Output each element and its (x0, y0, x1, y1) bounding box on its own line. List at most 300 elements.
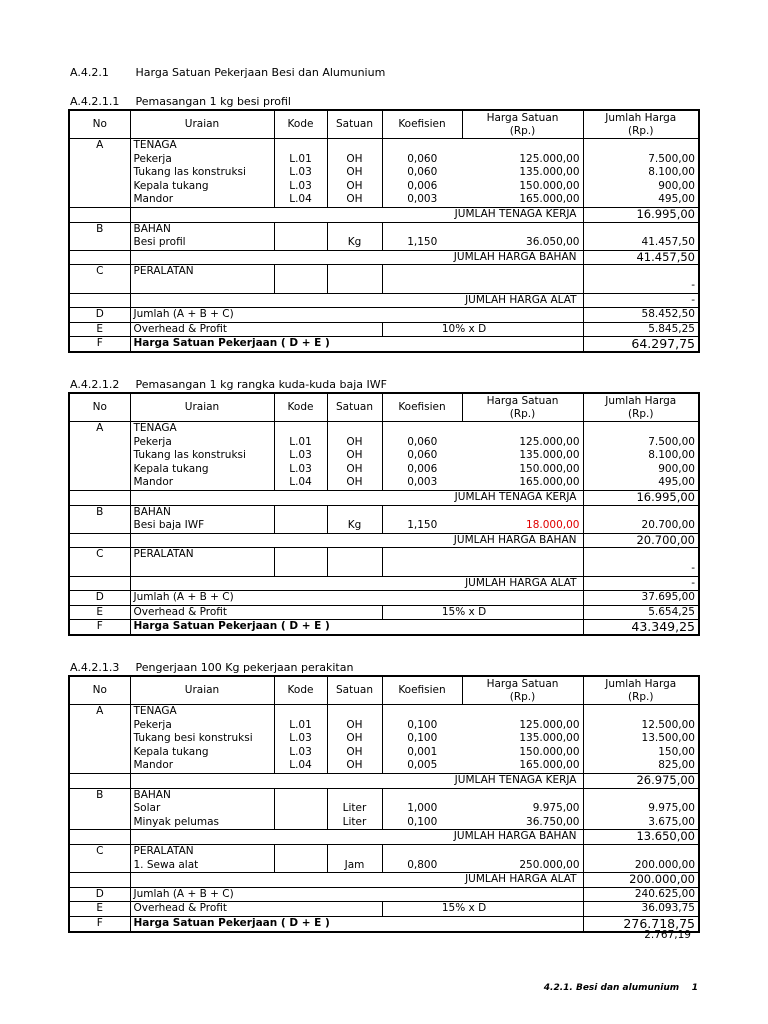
row-code: F (69, 620, 130, 635)
item-harga-satuan: 18.000,00 (462, 519, 583, 533)
group-row-peralatan (69, 548, 699, 562)
item-harga-satuan: 125.000,00 (462, 436, 583, 450)
overhead-label: Overhead & Profit (130, 902, 382, 917)
cell-empty (327, 222, 382, 236)
item-koefisien: 0,100 (407, 815, 438, 828)
subtotal-row-bahan (69, 533, 699, 548)
group-label: TENAGA (130, 705, 274, 719)
jumlah-label: Jumlah (A + B + C) (130, 591, 583, 606)
analysis-table (68, 392, 700, 636)
subtotal-label: JUMLAH HARGA BAHAN (130, 830, 583, 845)
item-harga-satuan: 125.000,00 (462, 719, 583, 733)
group-code: B (69, 788, 130, 802)
heading-title: Harga Satuan Pekerjaan Besi dan Alumunium (135, 66, 386, 79)
table-row (69, 180, 699, 194)
jumlah-label: Jumlah (A + B + C) (130, 308, 583, 323)
item-uraian: Besi profil (130, 236, 274, 250)
subtotal-value: 13.650,00 (583, 830, 699, 845)
header-jumlah-harga-line2: (Rp.) (628, 407, 654, 420)
table-row (69, 732, 699, 746)
group-row-peralatan (69, 844, 699, 858)
cell-empty (69, 732, 130, 746)
row-code: D (69, 887, 130, 902)
cell-empty (69, 166, 130, 180)
item-satuan: Jam (327, 859, 382, 873)
item-jumlah-harga: 150,00 (658, 745, 695, 758)
cell-empty (274, 548, 327, 562)
item-kode (274, 236, 327, 250)
item-kode: L.03 (274, 746, 327, 760)
subtotal-label: JUMLAH HARGA BAHAN (130, 250, 583, 265)
cell-empty (69, 759, 130, 773)
cell-empty (69, 463, 130, 477)
cell-empty (327, 705, 382, 719)
header-harga-satuan-line1: Harga Satuan (486, 394, 559, 407)
cell-empty (462, 422, 583, 436)
cell-empty (462, 139, 583, 153)
analysis-table (68, 675, 700, 933)
item-koefisien: 1,150 (407, 236, 438, 249)
cell-empty (69, 476, 130, 490)
item-uraian: Pekerja (130, 436, 274, 450)
subtotal-row-bahan (69, 830, 699, 845)
cell-empty (274, 265, 327, 279)
item-koefisien: 0,006 (407, 462, 438, 475)
item-koefisien: 1,150 (407, 519, 438, 532)
item-satuan: OH (327, 463, 382, 477)
cell-empty (69, 873, 130, 888)
item-koefisien: 0,060 (407, 435, 438, 448)
item-uraian: Kepala tukang (130, 180, 274, 194)
overhead-label: Overhead & Profit (130, 605, 382, 620)
cell-empty (69, 449, 130, 463)
group-row-tenaga (69, 139, 699, 153)
item-jumlah-harga: 41.457,50 (641, 236, 695, 249)
section-name: Pemasangan 1 kg besi profil (135, 95, 291, 108)
cell-empty (69, 436, 130, 450)
subtotal-value: 26.975,00 (583, 773, 699, 788)
subtotal-value: 16.995,00 (583, 490, 699, 505)
item-koefisien: 1,000 (407, 802, 438, 815)
analysis-table (68, 109, 700, 353)
header-koefisien: Koefisien (382, 393, 462, 422)
subtotal-value: 200.000,00 (583, 873, 699, 888)
overhead-value: 5.654,25 (583, 605, 699, 620)
header-harga-satuan-line1: Harga Satuan (486, 677, 559, 690)
page-number: 1 (691, 983, 698, 993)
cell-empty (462, 505, 583, 519)
item-harga-satuan: 150.000,00 (462, 463, 583, 477)
overhead-label: Overhead & Profit (130, 322, 382, 337)
item-jumlah-harga: 20.700,00 (641, 519, 695, 532)
item-jumlah-harga: 495,00 (658, 193, 695, 206)
item-koefisien: 0,060 (407, 152, 438, 165)
header-jumlah-harga (583, 110, 699, 139)
extra-value: 2.767,19 (644, 929, 691, 941)
item-uraian: Kepala tukang (130, 746, 274, 760)
table-row (69, 436, 699, 450)
group-label: PERALATAN (130, 265, 274, 279)
cell-empty (69, 490, 130, 505)
item-kode (274, 279, 327, 293)
item-harga-satuan: 36.050,00 (462, 236, 583, 250)
cell-empty (462, 788, 583, 802)
cell-empty (583, 844, 699, 858)
overhead-value: 5.845,25 (583, 322, 699, 337)
section-name: Pemasangan 1 kg rangka kuda-kuda baja IWF (135, 378, 387, 391)
subtotal-label: JUMLAH HARGA ALAT (130, 293, 583, 308)
harga-satuan-value: 43.349,25 (583, 620, 699, 635)
subtotal-value: - (583, 293, 699, 308)
item-uraian: Pekerja (130, 719, 274, 733)
item-jumlah-harga: 900,00 (658, 462, 695, 475)
row-code: F (69, 337, 130, 352)
group-row-peralatan (69, 265, 699, 279)
cell-empty (274, 222, 327, 236)
item-satuan: Liter (327, 816, 382, 830)
item-jumlah-harga: 3.675,00 (648, 815, 695, 828)
cell-empty (69, 250, 130, 265)
header-koefisien: Koefisien (382, 676, 462, 705)
header-harga-satuan (462, 110, 583, 139)
cell-empty (327, 139, 382, 153)
item-harga-satuan (462, 562, 583, 576)
item-koefisien (382, 279, 462, 293)
cell-empty (69, 207, 130, 222)
table-header-row (69, 393, 699, 422)
cell-empty (69, 153, 130, 167)
header-uraian: Uraian (130, 110, 274, 139)
item-uraian: Pekerja (130, 153, 274, 167)
item-koefisien: 0,800 (407, 858, 438, 871)
item-jumlah-harga: 8.100,00 (648, 449, 695, 462)
item-satuan: Liter (327, 802, 382, 816)
cell-empty (462, 705, 583, 719)
header-satuan: Satuan (327, 110, 382, 139)
table-row (69, 519, 699, 533)
group-label: BAHAN (130, 222, 274, 236)
subtotal-value: 41.457,50 (583, 250, 699, 265)
table-header-row (69, 110, 699, 139)
subtotal-row-peralatan (69, 293, 699, 308)
item-koefisien: 0,100 (407, 718, 438, 731)
item-koefisien (382, 562, 462, 576)
cell-empty (382, 139, 462, 153)
group-label: BAHAN (130, 788, 274, 802)
item-kode: L.04 (274, 759, 327, 773)
item-jumlah-harga: 12.500,00 (641, 718, 695, 731)
subtotal-value: 20.700,00 (583, 533, 699, 548)
table-row (69, 463, 699, 477)
table-row (69, 476, 699, 490)
cell-empty (274, 844, 327, 858)
item-satuan: OH (327, 759, 382, 773)
cell-empty (327, 505, 382, 519)
item-uraian: Tukang las konstruksi (130, 449, 274, 463)
item-koefisien: 0,060 (407, 166, 438, 179)
header-harga-satuan-line2: (Rp.) (509, 690, 536, 703)
cell-empty (69, 746, 130, 760)
cell-empty (462, 265, 583, 279)
section-title (70, 378, 387, 391)
cell-empty (69, 576, 130, 591)
item-kode: L.04 (274, 193, 327, 207)
row-code: E (69, 902, 130, 917)
heading-number: A.4.2.1 (70, 66, 109, 79)
row-harga-satuan (69, 620, 699, 635)
item-kode: L.01 (274, 719, 327, 733)
cell-empty (382, 788, 462, 802)
item-harga-satuan: 125.000,00 (462, 153, 583, 167)
cell-empty (327, 788, 382, 802)
item-satuan: OH (327, 746, 382, 760)
overhead-formula: 10% x D (382, 322, 583, 337)
item-satuan: OH (327, 153, 382, 167)
item-satuan: OH (327, 180, 382, 194)
section-number: A.4.2.1.3 (70, 661, 120, 674)
item-harga-satuan: 135.000,00 (462, 166, 583, 180)
item-koefisien: 0,060 (407, 449, 438, 462)
item-jumlah-harga: 495,00 (658, 476, 695, 489)
subtotal-label: JUMLAH TENAGA KERJA (130, 773, 583, 788)
section-title (70, 661, 353, 674)
subtotal-row-peralatan (69, 873, 699, 888)
cell-empty (69, 859, 130, 873)
cell-empty (583, 548, 699, 562)
group-label: PERALATAN (130, 548, 274, 562)
item-uraian: Mandor (130, 759, 274, 773)
cell-empty (462, 844, 583, 858)
table-row (69, 859, 699, 873)
subtotal-label: JUMLAH TENAGA KERJA (130, 490, 583, 505)
group-row-bahan (69, 788, 699, 802)
subtotal-value: - (583, 576, 699, 591)
cell-empty (327, 265, 382, 279)
item-uraian (130, 279, 274, 293)
item-harga-satuan: 150.000,00 (462, 746, 583, 760)
row-code: E (69, 322, 130, 337)
table-row (69, 719, 699, 733)
header-no: No (69, 676, 130, 705)
header-kode: Kode (274, 393, 327, 422)
item-harga-satuan: 165.000,00 (462, 476, 583, 490)
group-code: A (69, 139, 130, 153)
header-jumlah-harga-line1: Jumlah Harga (605, 394, 677, 407)
jumlah-value: 37.695,00 (583, 591, 699, 606)
header-no: No (69, 393, 130, 422)
item-kode: L.03 (274, 732, 327, 746)
item-harga-satuan: 135.000,00 (462, 732, 583, 746)
item-kode: L.04 (274, 476, 327, 490)
item-harga-satuan: 165.000,00 (462, 759, 583, 773)
subtotal-value: 16.995,00 (583, 207, 699, 222)
table-row (69, 746, 699, 760)
header-koefisien: Koefisien (382, 110, 462, 139)
cell-empty (382, 222, 462, 236)
cell-empty (382, 505, 462, 519)
cell-empty (327, 844, 382, 858)
cell-empty (69, 830, 130, 845)
item-satuan: OH (327, 166, 382, 180)
cell-empty (583, 788, 699, 802)
group-label: TENAGA (130, 422, 274, 436)
item-harga-satuan (462, 279, 583, 293)
table-row (69, 193, 699, 207)
item-uraian: Tukang las konstruksi (130, 166, 274, 180)
row-code: E (69, 605, 130, 620)
item-uraian: Solar (130, 802, 274, 816)
table-row (69, 236, 699, 250)
subtotal-label: JUMLAH HARGA ALAT (130, 873, 583, 888)
table-row (69, 759, 699, 773)
cell-empty (583, 265, 699, 279)
item-satuan: OH (327, 436, 382, 450)
group-code: A (69, 705, 130, 719)
cell-empty (69, 236, 130, 250)
item-kode (274, 859, 327, 873)
header-jumlah-harga-line2: (Rp.) (628, 124, 654, 137)
header-harga-satuan (462, 676, 583, 705)
item-kode: L.01 (274, 153, 327, 167)
row-overhead (69, 902, 699, 917)
cell-empty (69, 279, 130, 293)
header-harga-satuan (462, 393, 583, 422)
header-jumlah-harga-line1: Jumlah Harga (605, 111, 677, 124)
header-jumlah-harga-line1: Jumlah Harga (605, 677, 677, 690)
harga-satuan-value: 64.297,75 (583, 337, 699, 352)
header-kode: Kode (274, 110, 327, 139)
item-jumlah-harga: 900,00 (658, 179, 695, 192)
group-code: C (69, 265, 130, 279)
item-satuan: OH (327, 732, 382, 746)
group-row-bahan (69, 222, 699, 236)
item-kode (274, 519, 327, 533)
cell-empty (382, 705, 462, 719)
cell-empty (327, 548, 382, 562)
header-harga-satuan-line2: (Rp.) (509, 124, 536, 137)
cell-empty (583, 422, 699, 436)
subtotal-label: JUMLAH HARGA ALAT (130, 576, 583, 591)
item-kode: L.03 (274, 463, 327, 477)
subtotal-row-tenaga (69, 490, 699, 505)
cell-empty (583, 705, 699, 719)
table-row (69, 166, 699, 180)
group-code: C (69, 548, 130, 562)
header-uraian: Uraian (130, 393, 274, 422)
document-heading (70, 66, 385, 79)
group-label: BAHAN (130, 505, 274, 519)
header-uraian: Uraian (130, 676, 274, 705)
cell-empty (69, 719, 130, 733)
jumlah-label: Jumlah (A + B + C) (130, 887, 583, 902)
item-satuan: Kg (327, 519, 382, 533)
cell-empty (274, 705, 327, 719)
item-harga-satuan: 135.000,00 (462, 449, 583, 463)
cell-empty (462, 548, 583, 562)
item-jumlah-harga: 13.500,00 (641, 732, 695, 745)
cell-empty (274, 505, 327, 519)
section-title (70, 95, 291, 108)
item-satuan: OH (327, 193, 382, 207)
jumlah-value: 58.452,50 (583, 308, 699, 323)
overhead-formula: 15% x D (382, 605, 583, 620)
item-uraian: Besi baja IWF (130, 519, 274, 533)
cell-empty (69, 180, 130, 194)
group-label: PERALATAN (130, 844, 274, 858)
item-satuan (327, 562, 382, 576)
item-kode: L.03 (274, 449, 327, 463)
item-jumlah-harga: 7.500,00 (648, 435, 695, 448)
item-jumlah-harga: - (691, 561, 695, 574)
cell-empty (274, 139, 327, 153)
header-no: No (69, 110, 130, 139)
section-number: A.4.2.1.2 (70, 378, 120, 391)
group-row-tenaga (69, 705, 699, 719)
harga-satuan-label: Harga Satuan Pekerjaan ( D + E ) (130, 620, 583, 635)
item-kode (274, 562, 327, 576)
group-code: B (69, 505, 130, 519)
item-jumlah-harga: 9.975,00 (648, 802, 695, 815)
item-harga-satuan: 165.000,00 (462, 193, 583, 207)
cell-empty (69, 193, 130, 207)
section-name: Pengerjaan 100 Kg pekerjaan perakitan (135, 661, 354, 674)
table-row (69, 449, 699, 463)
cell-empty (382, 265, 462, 279)
subtotal-label: JUMLAH HARGA BAHAN (130, 533, 583, 548)
header-kode: Kode (274, 676, 327, 705)
group-row-bahan (69, 505, 699, 519)
subtotal-row-tenaga (69, 773, 699, 788)
item-koefisien: 0,005 (407, 759, 438, 772)
item-satuan: OH (327, 449, 382, 463)
table-row (69, 153, 699, 167)
item-uraian: Tukang besi konstruksi (130, 732, 274, 746)
item-jumlah-harga: 825,00 (658, 759, 695, 772)
item-satuan: OH (327, 476, 382, 490)
jumlah-value: 240.625,00 (583, 887, 699, 902)
harga-satuan-value: 276.718,75 (583, 916, 699, 931)
row-overhead (69, 322, 699, 337)
row-jumlah (69, 308, 699, 323)
harga-satuan-label: Harga Satuan Pekerjaan ( D + E ) (130, 916, 583, 931)
item-jumlah-harga: 7.500,00 (648, 152, 695, 165)
item-uraian: Minyak pelumas (130, 816, 274, 830)
item-harga-satuan: 250.000,00 (462, 859, 583, 873)
table-row (69, 816, 699, 830)
cell-empty (69, 533, 130, 548)
cell-empty (274, 788, 327, 802)
item-koefisien: 0,001 (407, 745, 438, 758)
item-kode (274, 802, 327, 816)
group-label: TENAGA (130, 139, 274, 153)
group-code: A (69, 422, 130, 436)
row-code: D (69, 308, 130, 323)
group-row-tenaga (69, 422, 699, 436)
row-code: F (69, 916, 130, 931)
item-uraian: 1. Sewa alat (130, 859, 274, 873)
item-koefisien: 0,003 (407, 476, 438, 489)
cell-empty (583, 139, 699, 153)
item-uraian: Mandor (130, 193, 274, 207)
row-code: D (69, 591, 130, 606)
item-kode (274, 816, 327, 830)
item-jumlah-harga: 8.100,00 (648, 166, 695, 179)
cell-empty (69, 773, 130, 788)
item-satuan (327, 279, 382, 293)
item-satuan: OH (327, 719, 382, 733)
cell-empty (382, 548, 462, 562)
item-kode: L.01 (274, 436, 327, 450)
